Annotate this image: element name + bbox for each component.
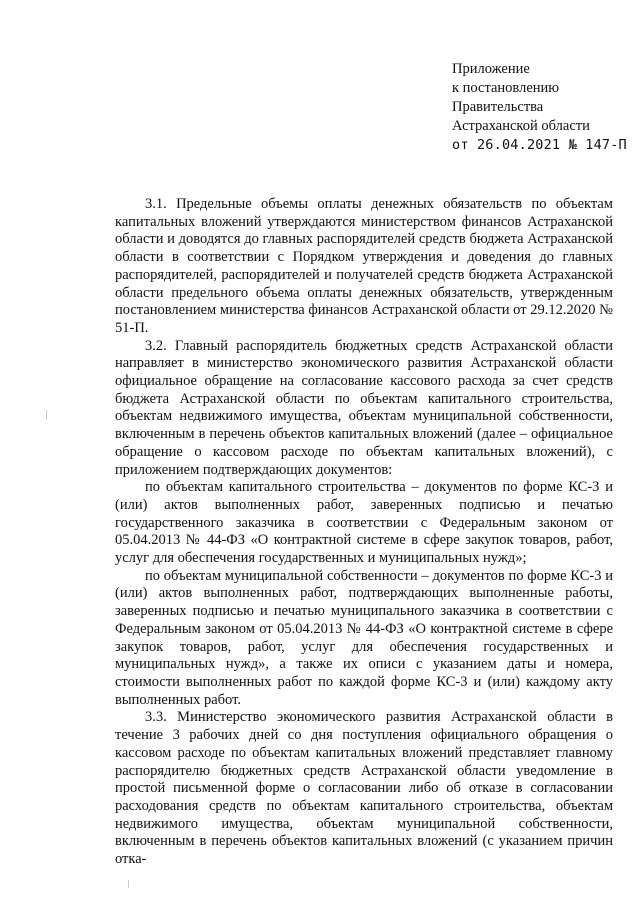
scan-artifact <box>128 880 129 888</box>
header-line-resolution: к постановлению <box>452 80 560 96</box>
appendix-header <box>452 60 627 155</box>
header-line-date-number: от 26.04.2021 № 147-П <box>452 137 627 153</box>
header-line-appendix: Приложение <box>452 61 530 77</box>
paragraph-capital-construction: по объектам капитального строительства – документов по форме КС-3 и (или) актов выполненных работ, заверенных подписью и печатью государственного заказчика в соответствии с Федеральным законом от 05.04.2013 № 44-ФЗ «О контрактной системе в сфере закупок товаров, работ, услуг для обеспечения государственных и муниципальных нужд»; <box>115 479 613 567</box>
header-line-government: Правительства <box>452 99 544 115</box>
paragraph-municipal-property: по объектам муниципальной собственности – документов по форме КС-3 и (или) актов выполненных работ, подтверждающих выполненные работы, заверенных подписью и печатью муниципального заказчика в соответствии с Федеральным законом от 05.04.2013 № 44-ФЗ «О контрактной системе в сфере закупок товаров, работ, услуг для обеспечения государственных и муниципальных нужд», а также их описи с указанием даты и номера, стоимости выполненных работ по каждой форме КС-3 и (или) каждому акту выполненных работ. <box>115 567 613 708</box>
paragraph-3-3: 3.3. Министерство экономического развития Астраханской области в течение 3 рабочих дней со дня поступления официального обращения о кассовом расходе по объектам капитальных вложений представляет главному распорядителю бюджетных средств Астраханской области уведомление в простой письменной форме о согласовании либо об отказе в согласовании расходования средств по объектам капитального строительства, объектам недвижимого имущества, объектам муниципальной собственности, включенным в перечень объектов капитальных вложений (с указанием причин отка- <box>115 709 613 868</box>
paragraph-3-2: 3.2. Главный распорядитель бюджетных средств Астраханской области направляет в министерство экономического развития Астраханской области официальное обращение на согласование кассового расхода за счет средств бюджета Астраханской области по объектам капитального строительства, объектам недвижимого имущества, объектам муниципальной собственности, включенным в перечень объектов капитальных вложений (далее – официальное обращение о кассовом расходе по объектам капитальных вложений), с приложением подтверждающих документов: <box>115 337 613 478</box>
paragraph-3-1: 3.1. Предельные объемы оплаты денежных обязательств по объектам капитальных вложений утверждаются министерством финансов Астраханской области и доводятся до главных распорядителей средств бюджета Астраханской области в соответствии с Порядком утверждения и доведения до главных распорядителей, распорядителей и получателей средств бюджета Астраханской области предельного объема оплаты денежных обязательств, утвержденным постановлением министерства финансов Астраханской области от 29.12.2020 № 51-П. <box>115 196 613 336</box>
document-body <box>115 196 613 869</box>
header-line-region: Астраханской области <box>452 118 590 134</box>
scan-artifact <box>46 410 47 420</box>
